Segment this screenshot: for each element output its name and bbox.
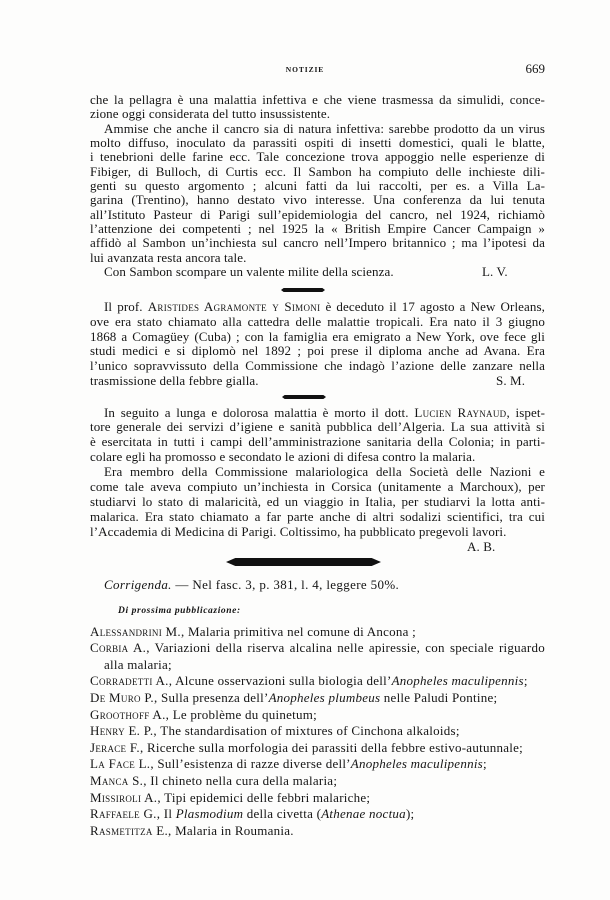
text-line: genti su questo argomento ; alcuni fatti da lui raccolti, per es. a Villa La-	[90, 177, 545, 193]
genus-name: Plasmodium	[175, 806, 244, 822]
text-line: tore generale dei servizi d’igiene e sanità pubblica dell’Algeria. La sua attività si	[90, 419, 545, 435]
item-author: Groothoff A.,	[90, 706, 170, 722]
sambon-obituary	[90, 93, 545, 279]
text-line: i tenebrioni delle farine ecc. Tale concezione trova appoggio nelle esperienze di	[90, 149, 545, 165]
text-line: molto diffuso, inoculato da parassiti ospiti di insetti domestici, quali le blatte,	[90, 134, 545, 150]
item-author: Manca S.,	[90, 773, 147, 789]
text-segment: In seguito a lunga e dolorosa malattia è morto il dott.	[104, 404, 409, 420]
text-line: Ammise che anche il cancro sia di natura infettiva: sarebbe prodotto da un virus	[104, 120, 545, 136]
item-title: Il chineto nella cura della malaria;	[150, 773, 338, 789]
item-title: Malaria in Roumania.	[175, 822, 294, 838]
upcoming-list-item	[90, 640, 545, 657]
text-line: ove era stato chiamato alla cattedra delle malattie tropicali. Era nato il 3 giugno	[90, 313, 545, 329]
upcoming-list-item	[90, 624, 545, 641]
item-title: Variazioni della riserva alcalina nelle apiressie, con speciale riguardo	[154, 640, 546, 656]
item-title: The standardisation of mixtures of Cinchona alkaloids;	[160, 723, 460, 739]
upcoming-list-item	[90, 823, 545, 840]
item-title-end: ;	[483, 756, 487, 772]
text-line: Era membro della Commissione malariologica della Società delle Nazioni e	[104, 464, 545, 480]
item-author: Raffaele G.,	[90, 806, 161, 822]
item-author: Rasmetitza E.,	[90, 822, 172, 838]
text-segment: Il prof.	[104, 299, 143, 314]
upcoming-list-item	[90, 756, 545, 773]
page-number: 669	[525, 61, 545, 76]
text-line: come tale aveva compiuto un’inchiesta in Corsica (unitamente a Marchoux), per	[90, 478, 545, 494]
text-line: lui avanzata resta ancora tale.	[90, 249, 247, 265]
species-name: Anopheles maculipennis	[350, 756, 483, 772]
signature-line	[90, 540, 545, 555]
item-title: Tipi epidemici delle febbri malariche;	[164, 789, 371, 805]
upcoming-list-item	[90, 773, 545, 790]
item-author: Henry E. P.,	[90, 723, 157, 739]
item-title: Sulla presenza dell’	[161, 690, 269, 706]
item-author: Corradetti A.,	[90, 673, 173, 689]
raynaud-obituary	[90, 406, 545, 555]
text-line: affidò al Sambon un’inchiesta sul cancro nell’Impero britannico ; ma l’ipotesi da	[90, 235, 545, 251]
item-author: Corbia A.,	[90, 640, 150, 656]
item-title-end: );	[405, 806, 415, 822]
upcoming-list-item	[90, 806, 545, 823]
item-author: Alessandrini M.,	[90, 623, 185, 639]
text-line: zione oggi considerata del tutto insussistente.	[90, 106, 331, 122]
text-line: all’Istituto Pasteur di Parigi sull’epidemiologia del cancro, nel 1924, richiamò	[90, 206, 545, 222]
upcoming-list-item	[90, 673, 545, 690]
text-segment: , ispet-	[506, 404, 546, 420]
person-name: Lucien Raynaud	[414, 404, 507, 420]
upcoming-list-item	[90, 707, 545, 724]
agramonte-obituary	[90, 300, 545, 389]
text-line: l’Accademia di Medicina di Parigi. Coltissimo, ha pubblicato pregevoli lavori.	[90, 523, 507, 539]
corrigenda-text: — Nel fasc. 3, p. 381, l. 4, leggere 50%.	[175, 577, 400, 592]
item-title: Sull’esistenza di razze diverse dell’	[157, 756, 351, 772]
item-title: Le problème du quinetum;	[172, 706, 317, 722]
species-name: Anopheles plumbeus	[268, 690, 381, 706]
text-line: garina (Trentino), hanno destato vivo interesse. Una conferenza da lui tenuta	[90, 192, 545, 208]
item-author: Jerace F.,	[90, 739, 144, 755]
closing-line	[90, 374, 545, 389]
upcoming-list-item	[90, 723, 545, 740]
text-line: studiarvi lo stato di malaricità, ed un viaggio in Italia, per studiarvi la lotta anti-	[90, 493, 545, 509]
text-line: colare egli ha promosso e secondato le azioni di difesa contro la malaria.	[90, 449, 476, 465]
running-header: NOTIZIE	[285, 65, 325, 74]
closing-line	[90, 265, 545, 279]
text-line: è esercitata in tutti i campi dell’amministrazione sanitaria della Colonia; in parti-	[90, 434, 545, 450]
upcoming-list	[90, 624, 545, 840]
upcoming-list-item	[90, 690, 545, 707]
text-line: l’attenzione dei competenti ; nel 1925 la « British Empire Cancer Campaign »	[90, 220, 545, 236]
item-author: Missiroli A.,	[90, 789, 161, 805]
text-line: che la pellagra è una malattia infettiva e che viene trasmessa da simulidi, conce-	[90, 92, 545, 107]
item-title-end: nelle Paludi Pontine;	[380, 690, 498, 706]
text-segment: è deceduto il 17 agosto a New Orleans,	[325, 299, 546, 314]
species-name: Athenae noctua	[321, 806, 406, 822]
person-name: Aristides Agramonte y Simoni	[147, 299, 321, 314]
item-author: De Muro P.,	[90, 690, 158, 706]
author-initials: A. B.	[467, 538, 496, 554]
text-line	[90, 300, 545, 315]
text-segment: trasmissione della febbre gialla.	[90, 372, 259, 388]
section-divider-long	[226, 558, 381, 566]
upcoming-list-item-continuation	[90, 657, 545, 674]
text-line: Fibiger, di Bulloch, di Curtis ecc. Il Sambon ha compiuto delle inchieste dili-	[90, 163, 545, 179]
upcoming-heading: Di prossima pubblicazione:	[118, 606, 241, 616]
item-title: Alcune osservazioni sulla biologia dell’	[175, 673, 392, 689]
item-title-end: ;	[523, 673, 528, 689]
text-segment: Con Sambon scompare un valente milite della scienza.	[104, 263, 394, 279]
item-title: Malaria primitiva nel comune di Ancona ;	[188, 623, 417, 639]
corrigenda-note	[104, 577, 545, 593]
upcoming-list-item	[90, 740, 545, 757]
text-line: studi medici e si diplomò nel 1892 ; poi prese il diploma anche ad Avana. Era	[90, 343, 545, 359]
species-name: Anopheles maculipennis	[391, 673, 524, 689]
item-title: Ricerche sulla morfologia dei parassiti della febbre estivo-autunnale;	[147, 739, 523, 755]
item-title: alla malaria;	[104, 656, 172, 672]
section-divider	[282, 395, 326, 399]
author-initials: L. V.	[482, 263, 508, 279]
text-line: malarica. Era stato chiamato a far parte anche di altri sodalizi scientifici, tra cui	[90, 508, 545, 524]
text-line: l’unico sopravvissuto della Commissione che indagò l’azione delle zanzare nella	[90, 358, 545, 374]
text-line	[90, 406, 545, 421]
item-title: Il	[163, 806, 176, 822]
item-title-middle: della civetta (	[243, 806, 322, 822]
author-initials: S. M.	[496, 372, 526, 388]
section-divider	[281, 288, 325, 292]
text-line: 1868 a Comagüey (Cuba) ; con la famiglia era emigrato a New York, ove fece gli	[90, 328, 545, 344]
corrigenda-label: Corrigenda.	[104, 577, 172, 592]
upcoming-list-item	[90, 790, 545, 807]
item-author: La Face L.,	[90, 756, 154, 772]
